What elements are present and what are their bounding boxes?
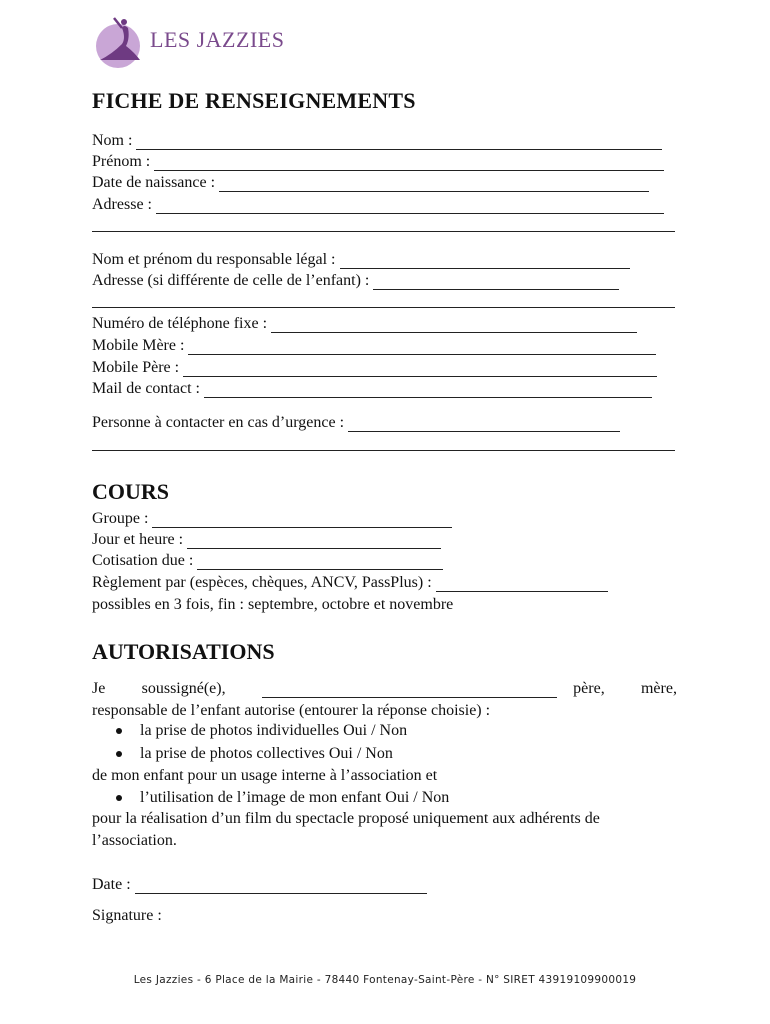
field-reglement[interactable] [92,572,608,592]
text-je: Je [92,680,106,697]
logo [92,12,284,72]
autorisation-soussigne-line[interactable] [92,678,677,698]
film-paragraph: pour la réalisation d’un film du spectacle proposé uniquement aux adhérents de l’association. [92,810,600,849]
logo-text: LES JAZZIES [150,27,285,52]
bullet-utilisation-image[interactable] [116,789,449,807]
field-signature[interactable] [92,905,162,925]
urgence-line-2[interactable] [92,450,675,451]
fill-line[interactable] [152,513,452,528]
field-label: Cotisation due : [92,552,194,569]
bullet-icon [116,795,122,801]
bullet-photos-collectives[interactable] [116,745,393,763]
fill-line[interactable] [348,417,620,432]
field-responsable-legal[interactable] [92,249,630,269]
field-mobile-mere[interactable] [92,335,656,355]
fill-line[interactable] [135,879,427,894]
bullet-text: la prise de photos individuelles Oui / Non [140,722,408,739]
fill-line[interactable] [436,577,608,592]
bullet-text: la prise de photos collectives Oui / Non [140,745,393,762]
field-nom[interactable] [92,130,662,150]
field-label: Date : [92,876,131,893]
reglement-note [92,594,453,614]
dancer-logo-icon [92,14,144,70]
section-autorisations-heading: AUTORISATIONS [92,639,275,664]
field-urgence[interactable] [92,412,620,432]
field-prenom[interactable] [92,151,664,171]
field-label: Signature : [92,907,162,924]
field-mail[interactable] [92,378,652,398]
field-label: Adresse (si différente de celle de l’enfant) : [92,272,370,289]
field-label: Personne à contacter en cas d’urgence : [92,414,345,431]
field-label: Jour et heure : [92,531,184,548]
fill-line[interactable] [136,135,662,150]
usage-interne-line [92,765,437,785]
fill-line[interactable] [197,555,443,570]
field-label: Groupe : [92,510,149,527]
usage-text: de mon enfant pour un usage interne à l’association et [92,767,438,784]
footer-address: Les Jazzies - 6 Place de la Mairie - 78440 Fontenay-Saint-Père - N° SIRET 43919109900019 [133,974,637,986]
fill-line[interactable] [271,318,637,333]
bullet-icon [116,728,122,734]
adresse-responsable-line-2[interactable] [92,307,675,308]
field-label: Nom : [92,132,133,149]
fill-line[interactable] [373,275,619,290]
fill-line[interactable] [187,534,441,549]
responsable-text: responsable de l’enfant autorise (entourer la réponse choisie) : [92,702,491,719]
field-label: Mobile Père : [92,359,180,376]
bullet-text: l’utilisation de l’image de mon enfant Oui / Non [140,789,450,806]
field-label: Règlement par (espèces, chèques, ANCV, PassPlus) : [92,574,432,591]
field-jour-heure[interactable] [92,529,441,549]
field-telephone-fixe[interactable] [92,313,637,333]
text-pere: père, [573,680,605,697]
field-label: Mail de contact : [92,380,200,397]
field-date-naissance[interactable] [92,172,649,192]
autorisation-responsable-line [92,700,490,720]
fill-line[interactable] [154,156,664,171]
field-adresse-responsable[interactable] [92,270,619,290]
fill-line-nom[interactable] [262,683,557,698]
fill-line[interactable] [340,254,630,269]
field-mobile-pere[interactable] [92,357,657,377]
field-groupe[interactable] [92,508,452,528]
fill-line[interactable] [156,199,664,214]
field-adresse[interactable] [92,194,664,214]
section-cours-heading: COURS [92,479,170,504]
adresse-line-2[interactable] [92,231,675,232]
page-title: FICHE DE RENSEIGNEMENTS [92,88,416,113]
field-label: Nom et prénom du responsable légal : [92,251,336,268]
field-date[interactable] [92,874,427,894]
text-mere: mère, [640,680,677,697]
text-soussigne: soussigné(e), [141,680,226,697]
field-label: Prénom : [92,153,151,170]
fill-line[interactable] [188,340,656,355]
field-cotisation[interactable] [92,550,443,570]
field-label: Mobile Mère : [92,337,185,354]
bullet-photos-individuelles[interactable] [116,722,407,740]
field-label: Date de naissance : [92,174,216,191]
field-label: Adresse : [92,196,152,213]
fill-line[interactable] [204,383,652,398]
reglement-note-text: possibles en 3 fois, fin : septembre, octobre et novembre [92,596,454,613]
field-label: Numéro de téléphone fixe : [92,315,268,332]
fill-line[interactable] [183,362,657,377]
fill-line[interactable] [219,177,649,192]
bullet-icon [116,751,122,757]
